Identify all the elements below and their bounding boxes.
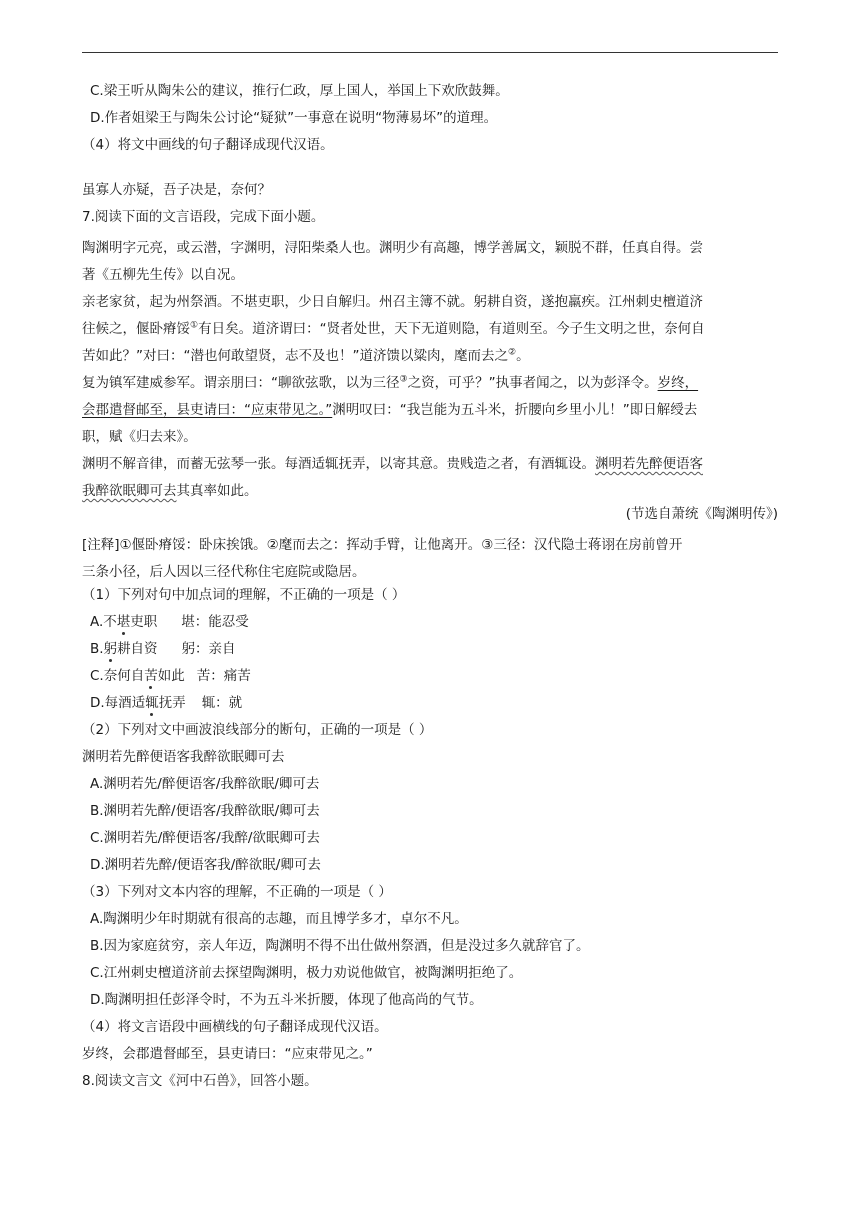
option-gloss: 苦：痛苦: [196, 668, 251, 684]
option-text: A.不: [90, 614, 117, 630]
passage-line: [82, 343, 778, 370]
sub-question-4-sentence: 岁终，会郡遣督邮至，县吏请曰：“应束带见之。”: [82, 1046, 373, 1062]
footnote-marker: ②: [507, 347, 517, 358]
passage-line: 亲老家贫，起为州祭酒。不堪吏职，少日自解归。州召主簿不就。躬耕自资，遂抱羸疾。江州刺史檀道济: [82, 294, 703, 310]
annotation-notes: [82, 532, 778, 586]
passage: [82, 235, 778, 505]
option-a: [82, 613, 778, 631]
option-gloss: 躬：亲自: [181, 641, 236, 657]
option-c: C.梁王听从陶朱公的建议，推行仁政，厚上国人，举国上下欢欣鼓舞。: [90, 83, 509, 99]
passage-text: 渊明不解音律，而蓄无弦琴一张。每酒适辄抚弄，以寄其意。贵贱造之者，有酒辄设。: [82, 456, 595, 472]
wavy-underlined-sentence: 渊明若先醉便语客: [595, 456, 703, 472]
option-c: C.渊明若先/醉便语客/我醉/欲眠卿可去: [90, 830, 320, 846]
option-text: 抚弄: [158, 695, 186, 711]
option-text: 如此: [157, 668, 185, 684]
sub-question-4: （4）将文中画线的句子翻译成现代汉语。: [82, 137, 334, 153]
option-text: B.: [90, 641, 104, 657]
sub-question-2-sentence: 渊明若先醉便语客我醉欲眠卿可去: [82, 749, 285, 765]
document-body: [82, 82, 778, 1099]
option-c: [82, 667, 778, 685]
sub-question-1-stem: （1）下列对句中加点词的理解，不正确的一项是（ ）: [82, 587, 406, 603]
option-b: B.渊明若先醉/便语客/我醉欲眠/卿可去: [90, 803, 320, 819]
passage-text: 苦如此？”对曰：“潜也何敢望贤，志不及也！”道济馈以粱肉，麾而去之: [82, 348, 508, 364]
option-b: B.因为家庭贫穷，亲人年迈，陶渊明不得不出仕做州祭酒，但是没过多久就辞官了。: [90, 938, 590, 954]
passage-line: [82, 478, 778, 505]
option-gloss: 辄：就: [201, 695, 243, 711]
dotted-word: 堪: [116, 614, 131, 630]
passage-line: [82, 397, 778, 424]
passage-text: 有日矣。道济谓曰：“贤者处世，天下无道则隐，有道则至。今子生文明之世，奈何自: [198, 321, 705, 337]
option-d: [82, 694, 778, 712]
underlined-sentence: 会郡遣督邮至，县吏请曰：“应束带见之。”: [82, 402, 333, 418]
option-d: D.作者姐梁王与陶朱公讨论“疑狱”一事意在说明“物薄易坏”的道理。: [90, 110, 498, 126]
option-text: D.每酒适: [90, 695, 146, 711]
sub-question-4-stem: （4）将文言语段中画横线的句子翻译成现代汉语。: [82, 1019, 388, 1035]
option-d: D.陶渊明担任彭泽令时，不为五斗米折腰，体现了他高尚的气节。: [90, 992, 483, 1008]
option-b: [82, 640, 778, 658]
source-citation: (节选自萧统《陶渊明传》): [625, 506, 778, 522]
passage-line: 陶渊明字元亮，或云潜，字渊明，浔阳柴桑人也。渊明少有高趣，博学善属文，颖脱不群，任真自得。尝: [82, 240, 703, 256]
question-prompt: 阅读下面的文言语段，完成下面小题。: [94, 209, 325, 225]
passage-text: 渊明叹曰：“我岂能为五斗米，折腰向乡里小儿！”即日解绶去: [332, 402, 698, 418]
question-number: 8.: [82, 1073, 95, 1089]
wavy-underlined-sentence: 我醉欲眠卿可去: [82, 483, 177, 499]
passage-line: 职，赋《归去来》。: [82, 429, 197, 445]
header-rule: [82, 52, 778, 53]
passage-text: 复为镇军建威参军。谓亲朋曰：“聊欲弦歌，以为三径: [82, 375, 400, 391]
question-prompt: 阅读文言文《河中石兽》，回答小题。: [94, 1073, 318, 1089]
dotted-word: 苦: [144, 668, 158, 684]
option-text: 吏职: [130, 614, 158, 630]
passage-text: 。: [516, 348, 530, 364]
underlined-sentence: 岁终，: [657, 375, 699, 391]
passage-line: 著《五柳先生传》以自况。: [82, 267, 244, 283]
question-number: 7.: [82, 209, 95, 225]
option-a: A.陶渊明少年时期就有很高的志趣，而且博学多才，卓尔不凡。: [90, 911, 468, 927]
option-text: 耕自资: [117, 641, 158, 657]
option-c: C.江州刺史檀道济前去探望陶渊明，极力劝说他做官，被陶渊明拒绝了。: [90, 965, 523, 981]
dotted-word: 辄: [145, 695, 159, 711]
option-text: C.奈何自: [90, 668, 145, 684]
passage-text: 其真率如此。: [176, 483, 258, 499]
option-a: A.渊明若先/醉便语客/我醉欲眠/卿可去: [90, 776, 320, 792]
note-line: 三条小径，后人因以三径代称住宅庭院或隐居。: [82, 564, 366, 580]
translation-sentence: 虽寡人亦疑，吾子决是，奈何？: [82, 182, 271, 198]
passage-line: [82, 451, 778, 478]
sub-question-2-stem: （2）下列对文中画波浪线部分的断句，正确的一项是（ ）: [82, 722, 433, 738]
passage-text: 之资，可乎？”执事者闻之，以为彭泽令。: [407, 375, 658, 391]
passage-text: 往候之，偃卧瘠馁: [82, 321, 190, 337]
footnote-marker: ①: [190, 320, 199, 331]
footnote-marker: ③: [399, 374, 408, 385]
dotted-word: 躬: [103, 641, 118, 657]
sub-question-3-stem: （3）下列对文本内容的理解，不正确的一项是（ ）: [82, 884, 392, 900]
passage-line: [82, 316, 778, 343]
note-line: [注释]①偃卧瘠馁：卧床挨饿。②麾而去之：挥动手臂，让他离开。③三径：汉代隐士蒋诩在房前曾开: [82, 537, 683, 553]
question-7-heading: [82, 208, 778, 226]
passage-line: [82, 370, 778, 397]
option-gloss: 堪：能忍受: [181, 614, 249, 630]
option-d: D.渊明若先醉/便语客我/醉欲眠/卿可去: [90, 857, 321, 873]
question-8-heading: [82, 1072, 778, 1090]
